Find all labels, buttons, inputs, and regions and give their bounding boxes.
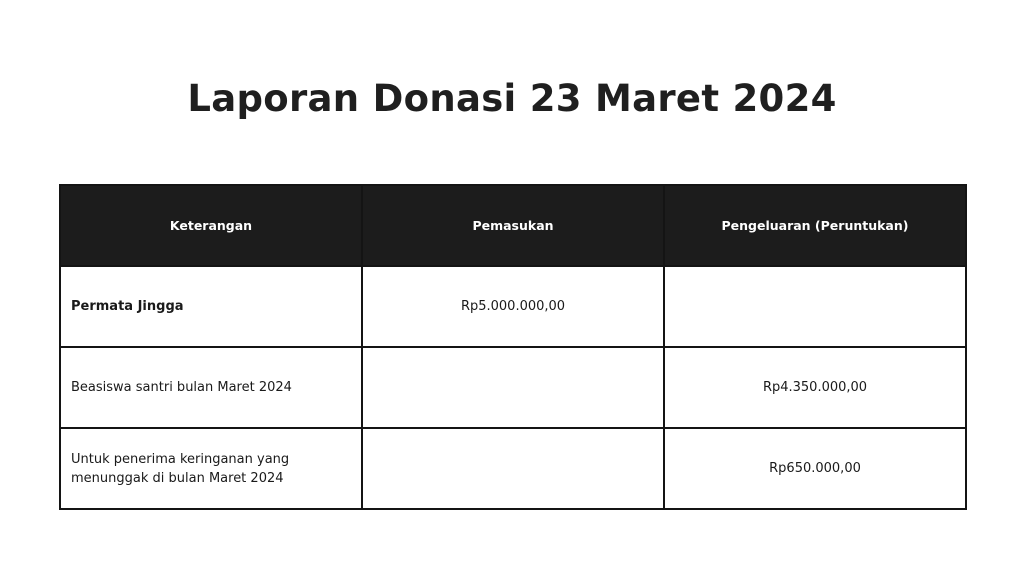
page-title: Laporan Donasi 23 Maret 2024 — [187, 77, 837, 120]
row-income — [362, 428, 664, 509]
column-header-description: Keterangan — [60, 185, 362, 266]
row-description: Permata Jingga — [60, 266, 362, 347]
row-income: Rp5.000.000,00 — [362, 266, 664, 347]
row-expense: Rp4.350.000,00 — [664, 347, 966, 428]
row-description: Untuk penerima keringanan yang menunggak di bulan Maret 2024 — [60, 428, 362, 509]
table-row — [60, 347, 966, 428]
row-expense: Rp650.000,00 — [664, 428, 966, 509]
row-income — [362, 347, 664, 428]
row-expense — [664, 266, 966, 347]
table-row — [60, 266, 966, 347]
table-header-row — [60, 185, 966, 266]
donation-report-table — [59, 184, 967, 510]
table-row — [60, 428, 966, 509]
row-description: Beasiswa santri bulan Maret 2024 — [60, 347, 362, 428]
column-header-expense: Pengeluaran (Peruntukan) — [664, 185, 966, 266]
column-header-income: Pemasukan — [362, 185, 664, 266]
